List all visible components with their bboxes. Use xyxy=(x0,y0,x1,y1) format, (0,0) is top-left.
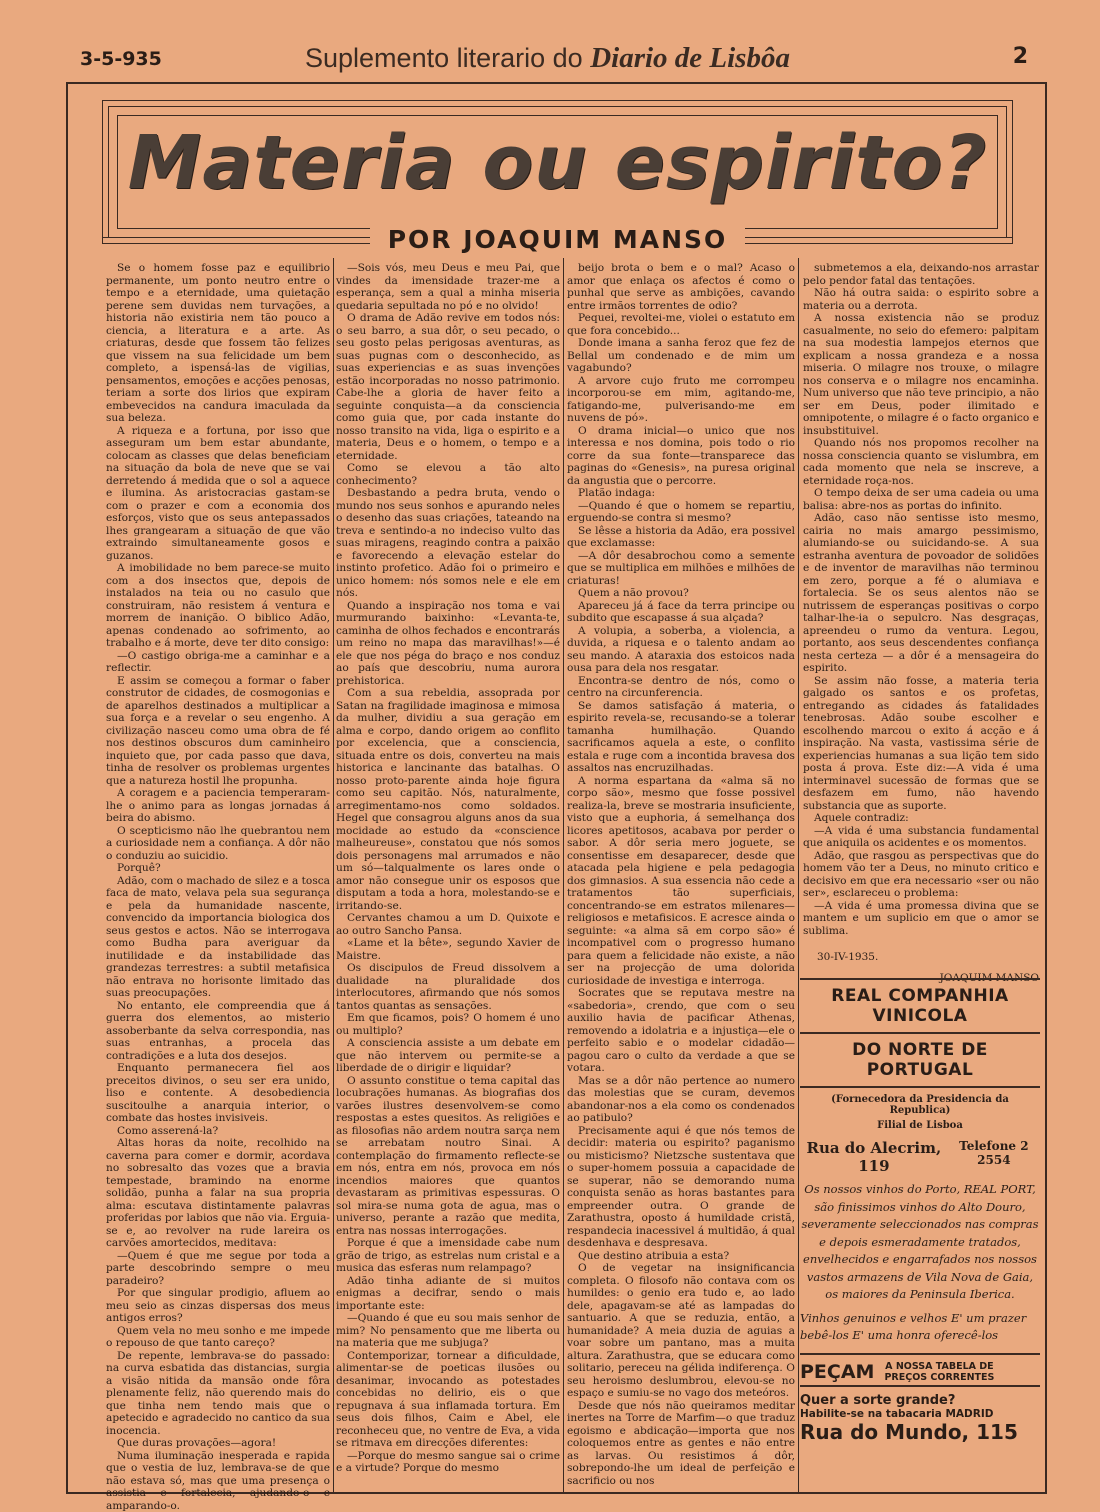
paragraph: Se assim não fosse, a materia teria galgado os santos e os profetas, entregando as cidades ás fatalidades tenebrosas. Adão soube escolher e escolhendo marcou o exito á acção e á inspiração. Na vasta, vastissima série de experiencias humanas a sua lição tem sido posta á prova. Este diz:—A vida é uma interminavel sucessão de formas que se desfazem em fumo, não havendo substancia que as suporte. xyxy=(803,675,1039,813)
article-title: Materia ou espirito? xyxy=(102,120,1013,206)
paragraph: Encontra-se dentro de nós, como o centro na circunferencia. xyxy=(567,675,795,700)
ad-rule xyxy=(800,1086,1040,1088)
paragraph: A imobilidade no bem parece-se muito com a dos insectos que, depois de instalados na teia ou no casulo que construiram, não resistem á ventura e morrem de inanição. O biblico Adão, apenas condenado ao sofrimento, ao trabalho e á morte, deve ter dito consigo: xyxy=(106,562,330,650)
ad-branch: Filial de Lisboa xyxy=(800,1120,1040,1131)
article-column-4 xyxy=(803,262,1039,984)
paragraph: Por que singular prodigio, afluem ao meu seio as cinzas dispersas dos meus antigos erros? xyxy=(106,1287,330,1325)
paragraph: Como se elevou a tão alto conhecimento? xyxy=(336,462,560,487)
paragraph: O de vegetar na insignificancia completa. O filosofo não contava com os humildes: o genio era tudo e, ao lado dele, apagavam-se até as lampadas do santuario. A que se reduzia, então, a humanidade? A meia duzia de aguias a voar sobre um pantano, mas a muita altura. Zarathustra, que se educara como solitario, pereceu na gélida indiferença. O seu heroismo deslumbrou, elevou-se no espaço e sumiu-se no vago dos meteóros. xyxy=(567,1262,795,1400)
ad-rule xyxy=(800,1032,1040,1034)
paragraph: —Sois vós, meu Deus e meu Pai, que vindes da imensidade trazer-me a esperança, sem a qual a minha miseria quedaria sepultada no pó e no olvido! xyxy=(336,262,560,312)
paragraph: Numa iluminação inesperada e rapida que o vestia de luz, lembrava-se de que não estava só, mas que uma presença o assistia e fortalecia, ajudando-o e amparando-o. xyxy=(106,1450,330,1512)
paragraph: Quem vela no meu sonho e me impede o repouso de que tanto careço? xyxy=(106,1325,330,1350)
paragraph: Cervantes chamou a um D. Quixote e ao outro Sancho Pansa. xyxy=(336,912,560,937)
paragraph: —A vida é uma substancia fundamental que aniquila os acidentes e os momentos. xyxy=(803,825,1039,850)
ad-company: REAL COMPANHIA VINICOLA xyxy=(800,982,1040,1030)
paragraph: Desbastando a pedra bruta, vendo o mundo nos seus sonhos e apurando neles o desenho das suas criações, tateando na treva e sentindo-a no indeciso vulto das suas miragens, reagindo contra a paixão e favorecendo a elevação estelar do instinto profetico. Adão foi o primeiro e unico homem: nós somos nele e ele em nós. xyxy=(336,487,560,600)
ad-contact xyxy=(800,1139,1040,1175)
paragraph: Porque é que a imensidade cabe num grão de trigo, as estrelas num cristal e a musica das esferas num relampago? xyxy=(336,1237,560,1275)
signed-date: 30-IV-1935. xyxy=(817,951,1039,964)
ad-supplier: (Fornecedora da Presidencia da Republica) xyxy=(800,1094,1040,1116)
paragraph: —Quando é que eu sou mais senhor de mim? No pensamento que me liberta ou na materia que me subjuga? xyxy=(336,1312,560,1350)
paragraph: E assim se começou a formar o faber construtor de cidades, de cosmogonias e de aparelhos destinados a multiplicar a sua força e a revelar o seu engenho. A civilização nasceu como uma obra de fé nos destinos obscuros dum caminheiro inquieto que, por cada passo que dava, tinha de resolver os problemas urgentes que a natureza hostil lhe propunha. xyxy=(106,675,330,788)
paragraph: Adão, com o machado de silez e a tosca faca de mato, velava pela sua segurança e pela da humanidade nascente, convencido da importancia biologica dos seus gestos e actos. Não se interrogava como Budha para averiguar da inutilidade e da instabilidade das grandezas terrestres: a subtil metafisica não entrava no horisonte limitado das suas preocupações. xyxy=(106,875,330,1000)
paragraph: Porquê? xyxy=(106,862,330,875)
paragraph: —Porque do mesmo sangue sai o crime e a virtude? Porque do mesmo xyxy=(336,1450,560,1475)
paragraph: —Quando é que o homem se repartiu, erguendo-se contra si mesmo? xyxy=(567,500,795,525)
byline xyxy=(102,225,1013,254)
ad-price-line-1: A NOSSA TABELA DE xyxy=(885,1361,994,1372)
ad-address: Rua do Alecrim, 119 xyxy=(800,1139,948,1175)
paragraph: A consciencia assiste a um debate em que não intervem ou permite-se a liberdade de o dirigir e liquidar? xyxy=(336,1037,560,1075)
paragraph: Se o homem fosse paz e equilibrio permanente, um ponto neutro entre o tempo e a eternidade, uma quietação perene sem duvidas nem turvações, a historia não existiria nem tão pouco a ciencia, a literatura e a arte. As criaturas, desde que fossem tão felizes que vissem na sua felicidade um bem completo, a ispensá-las de vigilias, pensamentos, emoções e acções penosas, teriam a sorte dos lirios que expiram embevecidos na candura imaculada da sua beleza. xyxy=(106,262,330,425)
paragraph: Se damos satisfação á materia, o espirito revela-se, recusando-se a tolerar tamanha humilhação. Quando sacrificamos aquela a este, o conflito estala e ruge com a incontida bravesa dos assaltos nas encruzilhadas. xyxy=(567,700,795,775)
paragraph: Precisamente aqui é que nós temos de decidir: materia ou espirito? paganismo ou misticismo? Nietzsche sustentava que o super-homem possuia a capacidade de se superar, não se demorando numa conquista senão as horas bastantes para empreender outra. O grande de Zarathustra, oposto á humildade cristã, respandecia inacessivel á multidão, á qual desdenhava e despresava. xyxy=(567,1125,795,1250)
paragraph: beijo brota o bem e o mal? Acaso o amor que enlaça os afectos é como o punhal que serve as ambições, cavando entre irmãos torrentes de odio? xyxy=(567,262,795,312)
wine-advertisement xyxy=(800,976,1040,1444)
paragraph: O tempo deixa de ser uma cadeia ou uma balisa: abre-nos as portas do infinito. xyxy=(803,487,1039,512)
lottery-shop: Habilite-se na tabacaria MADRID xyxy=(800,1408,1040,1420)
paragraph: Altas horas da noite, recolhido na caverna para comer e dormir, acordava no sobresalto das vozes que a bravia tempestade, bramindo na enorme solidão, punha a falar na sua propria alma: escutava distintamente palavras proferidas por labios que não via. Erguia-se e, ao revolver na rude lareira os carvões amortecidos, meditava: xyxy=(106,1137,330,1250)
paragraph: A norma espartana da «alma sã no corpo são», mesmo que fosse possivel realiza-la, breve se mostraria insuficiente, visto que a euphoria, á semelhança dos licores apetitosos, acabava por perder o sabor. A dôr seria mero joguete, se consentisse em desaparecer, desde que atacada pela higiene e pela pedagogia dos gimnasios. A sua essencia não cede a tratamentos tão superficiais, concentrando-se em estratos milenares—religiosos e metafisicos. E acresce ainda o seguinte: «a alma sã em corpo são» é incompativel com o progresso humano para quem a felicidade não existe, a não ser na projecção de uma dolorida curiosidade de investiga e interroga. xyxy=(567,775,795,988)
page-header xyxy=(0,38,1100,78)
column-divider xyxy=(333,258,334,1492)
paragraph: —Quem é que me segue por toda a parte descobrindo sempre o meu paradeiro? xyxy=(106,1250,330,1288)
paragraph: A nossa existencia não se produz casualmente, no seio do efemero: palpitam na sua modestia lampejos eternos que explicam a nossa grandeza e a nossa miseria. O milagre nos trouxe, o milagre nos conserva e o milagre nos encaminha. Num universo que não teve principio, a não ser em Deus, poder ilimitado e omnipotente, o milagre é o facto organico e insubstituivel. xyxy=(803,312,1039,437)
paragraph: Mas se a dôr não pertence ao numero das molestias que se curam, devemos abandonar-nos a ela como os condenados ao patibulo? xyxy=(567,1075,795,1125)
paragraph: Se lêsse a historia da Adão, era possivel que exclamasse: xyxy=(567,525,795,550)
ad-rule xyxy=(800,1353,1040,1355)
paragraph: —A vida é uma promessa divina que se mantem e um suplicio em que o amor se sublima. xyxy=(803,900,1039,938)
paragraph: A coragem e a paciencia temperaram-lhe o animo para as longas jornadas á beira do abismo. xyxy=(106,787,330,825)
column-4-text xyxy=(803,262,1039,937)
column-divider xyxy=(798,258,799,1492)
paragraph: Donde imana a sanha feroz que fez de Bellal um condenado e de mim um vagabundo? xyxy=(567,337,795,375)
issue-date: 3-5-935 xyxy=(80,48,162,70)
ad-rule xyxy=(800,1385,1040,1387)
paragraph: Socrates que se reputava mestre na «sabedoria», crendo, que com o seu auxilio havia de pacificar Athenas, removendo a idolatria e a injustiça—ele o perfeito sabio e o modelar cidadão—pagou caro o culto da verdade a que se votara. xyxy=(567,987,795,1075)
article-column-2 xyxy=(336,262,560,1475)
paragraph: Em que ficamos, pois? O homem é uno ou multiplo? xyxy=(336,1012,560,1037)
paragraph: A riqueza e a fortuna, por isso que asseguram um bem estar abundante, colocam as classes que delas beneficiam na situação da bola de neve que se vai derretendo á medida que o sol a aquece e ilumina. As aristocracias gastam-se com o prazer e com a economia dos esforços, visto que os seus antepassados lhes grangearam a situação de que vão extraindo simultaneamente gosos e guzanos. xyxy=(106,425,330,563)
paragraph: Quando nós nos propomos recolher na nossa consciencia quanto se vislumbra, em cada momento que nela se inscreve, a eternidade roça-nos. xyxy=(803,437,1039,487)
ad-description: Os nossos vinhos do Porto, REAL PORT, são finissimos vinhos do Alto Douro, severamente seleccionados nas compras e depois esmeradamente tratados, envelhecidos e engarrafados nos nossos vastos armazens de Vila Nova de Gaia, os maiores da Peninsula Iberica. xyxy=(800,1181,1040,1304)
paragraph: O scepticismo não lhe quebrantou nem a curiosidade nem a confiança. A dôr não o conduziu ao suicidio. xyxy=(106,825,330,863)
paragraph: Quando a inspiração nos toma e vai murmurando baixinho: «Levanta-te, caminha de olhos fechados e encontrarás um reino no mapa das maravilhas!»—é ele que nos péga do braço e nos conduz ao país que descobriu, numa aurora prehistorica. xyxy=(336,600,560,688)
paragraph: Que destino atribuia a esta? xyxy=(567,1250,795,1263)
paragraph: Adão, que rasgou as perspectivas que do homem vão ter a Deus, no minuto critico e decisivo em que era necessario «ser ou não ser», esclareceu o problema: xyxy=(803,850,1039,900)
ad-price-line-2: PREÇOS CORRENTES xyxy=(884,1372,994,1383)
newspaper-name: Diario de Lisbôa xyxy=(590,42,790,74)
supplement-title xyxy=(305,42,790,75)
paragraph: —O castigo obriga-me a caminhar e a reflectir. xyxy=(106,650,330,675)
paragraph: Enquanto permanecera fiel aos preceitos divinos, o seu ser era unido, liso e contente. A desobediencia suscitoulhe a anarquia interior, o combate das hostes invisiveis. xyxy=(106,1062,330,1125)
ad-pecam: PEÇAM xyxy=(800,1361,874,1383)
ad-price-text xyxy=(884,1361,994,1383)
column-divider xyxy=(563,258,564,1492)
ad-price-list xyxy=(800,1361,1040,1383)
paragraph: A volupia, a soberba, a violencia, a duvida, a riquesa e o talento andam ao seu mando. A ataraxia dos estoicos nada ousa para dela nos resgatar. xyxy=(567,625,795,675)
ad-slogan: Vinhos genuinos e velhos E' um prazer bebê-los E' uma honra oferecê-los xyxy=(800,1310,1040,1345)
paragraph: Apareceu já á face da terra principe ou subdito que escapasse á sua alçada? xyxy=(567,600,795,625)
paragraph: Aquele contradiz: xyxy=(803,812,1039,825)
paragraph: O drama inicial—o unico que nos interessa e nos domina, pois todo o rio corre da sua fonte—transparece das paginas do «Genesis», na puresa original da angustia que o percorre. xyxy=(567,425,795,488)
supplement-label: Suplemento literario do xyxy=(305,43,583,73)
lottery-headline: Quer a sorte grande? xyxy=(800,1393,1040,1408)
paragraph: Adão, caso não sentisse isto mesmo, cairia no mais amargo pessimismo, alumiando-se ou suicidando-se. A sua estranha aventura de povoador de solidões e de inventor de maravilhas não terminou em zero, porque a fé o alumiava e fortalecia. Se os seus alentos não se nutrissem de esperanças positivas o corpo talhar-lhe-ia o sepulcro. Nas desgraças, apreendeu o rumo da ventura. Legou, portanto, aos seus descendentes confiança nesta certeza — a dôr é a mensageira do espirito. xyxy=(803,512,1039,675)
lottery-address: Rua do Mundo, 115 xyxy=(800,1420,1040,1444)
paragraph: Com a sua rebeldia, assoprada por Satan na fragilidade imaginosa e mimosa da mulher, dividiu a sua geração em alma e corpo, dando origem ao conflito por excelencia, que a consciencia, situada entre os dois, converteu na mais historica e lancinante das batalhas. O nosso proto-parente ainda hoje figura como seu capitão. Nós, naturalmente, arregimentamo-nos como soldados. Hegel que consagrou alguns anos da sua mocidade ao estudo da «conscience malheureuse», constatou que nós somos dois personagens mal arrumados e não um só—talqualmente os lares onde o amor não consegue unir os esposos que disputam a toda a hora, molestando-se e irritando-se. xyxy=(336,687,560,912)
paragraph: Como asserená-la? xyxy=(106,1125,330,1138)
byline-text: POR JOAQUIM MANSO xyxy=(370,225,746,254)
ad-rule xyxy=(800,978,1040,980)
paragraph: O drama de Adão revive em todos nós: o seu barro, a sua dôr, o seu pecado, o seu gosto pelas perigosas aventuras, as suas pugnas com o desconhecido, as suas experiencias e as suas invenções estão incorporadas no nosso patrimonio. Cabe-lhe a gloria de haver feito a seguinte conquista—a da consciencia como guia que, por cada instante do nosso transito na vida, liga o espirito e a materia, Deus e o homem, o tempo e a eternidade. xyxy=(336,312,560,462)
paragraph: No entanto, ele compreendia que á guerra dos elementos, ao misterio assoberbante da selva correspondia, nas suas entranhas, a procela das contradições e a luta dos desejos. xyxy=(106,1000,330,1063)
paragraph: A arvore cujo fruto me corrompeu incorporou-se em mim, agitando-me, fatigando-me, pulverisando-me em nuvens de pó». xyxy=(567,375,795,425)
paragraph: «Lame et la bête», segundo Xavier de Maistre. xyxy=(336,937,560,962)
paragraph: Desde que nós não queiramos meditar inertes na Torre de Marfim—o que traduz egoismo e abdicação—importa que nos coloquemos entre as gentes e não entre as larvas. Ou resistimos á dôr, sobrepondo-lhe um ideal de perfeição e sacrificio ou nos xyxy=(567,1400,795,1488)
paragraph: submetemos a ela, deixando-nos arrastar pelo pendor fatal das tentações. xyxy=(803,262,1039,287)
paragraph: Que duras provações—agora! xyxy=(106,1437,330,1450)
paragraph: Contemporizar, tornear a dificuldade, alimentar-se de poeticas ilusões ou desanimar, invocando as potestades concebidas no delirio, eis o que repugnava á sua inflamada tortura. Em seus dois filhos, Caim e Abel, ele reconheceu que, no ventre de Eva, a vida se ritmava em direcções diferentes: xyxy=(336,1350,560,1450)
paragraph: Adão tinha adiante de si muitos enigmas a decifrar, sendo o mais importante este: xyxy=(336,1275,560,1313)
paragraph: Pequei, revoltei-me, violei o estatuto em que fora concebido... xyxy=(567,312,795,337)
paragraph: De repente, lembrava-se do passado: na curva esbatida das distancias, surgia a visão nitida da mansão onde fôra plenamente feliz, não querendo mais do que tinha nem tendo mais que o apetecido e agradecido no cantico da sua inocencia. xyxy=(106,1350,330,1438)
paragraph: —A dôr desabrochou como a semente que se multiplica em milhões e milhões de criaturas! xyxy=(567,550,795,588)
page-number: 2 xyxy=(1013,44,1028,69)
paragraph: Quem a não provou? xyxy=(567,587,795,600)
ad-company-region: DO NORTE DE PORTUGAL xyxy=(800,1036,1040,1084)
paragraph: O assunto constitue o tema capital das locubrações humanas. As biografias dos varões ilustres desenvolvem-se como respostas a estes quesitos. As religiões e as filosofias não ardem noutra sarça nem se arrebatam noutro Sinai. A contemplação do firmamento reflecte-se em nós, entra em nós, provoca em nós incendios maiores que quantos devastaram as primitivas espessuras. O sol mira-se numa gota de agua, mas o universo, perante a razão que medita, entra nas nossas interrogações. xyxy=(336,1075,560,1238)
paragraph: Os discipulos de Freud dissolvem a dualidade na pluralidade dos interlocutores, afirmando que nós somos tantos quantas as sensações. xyxy=(336,962,560,1012)
paragraph: Platão indaga: xyxy=(567,487,795,500)
ad-phone: Telefone 2 2554 xyxy=(948,1139,1040,1175)
article-column-1 xyxy=(106,262,330,1512)
paragraph: Não há outra saida: o espirito sobre a materia ou a derrota. xyxy=(803,287,1039,312)
article-column-3 xyxy=(567,262,795,1487)
